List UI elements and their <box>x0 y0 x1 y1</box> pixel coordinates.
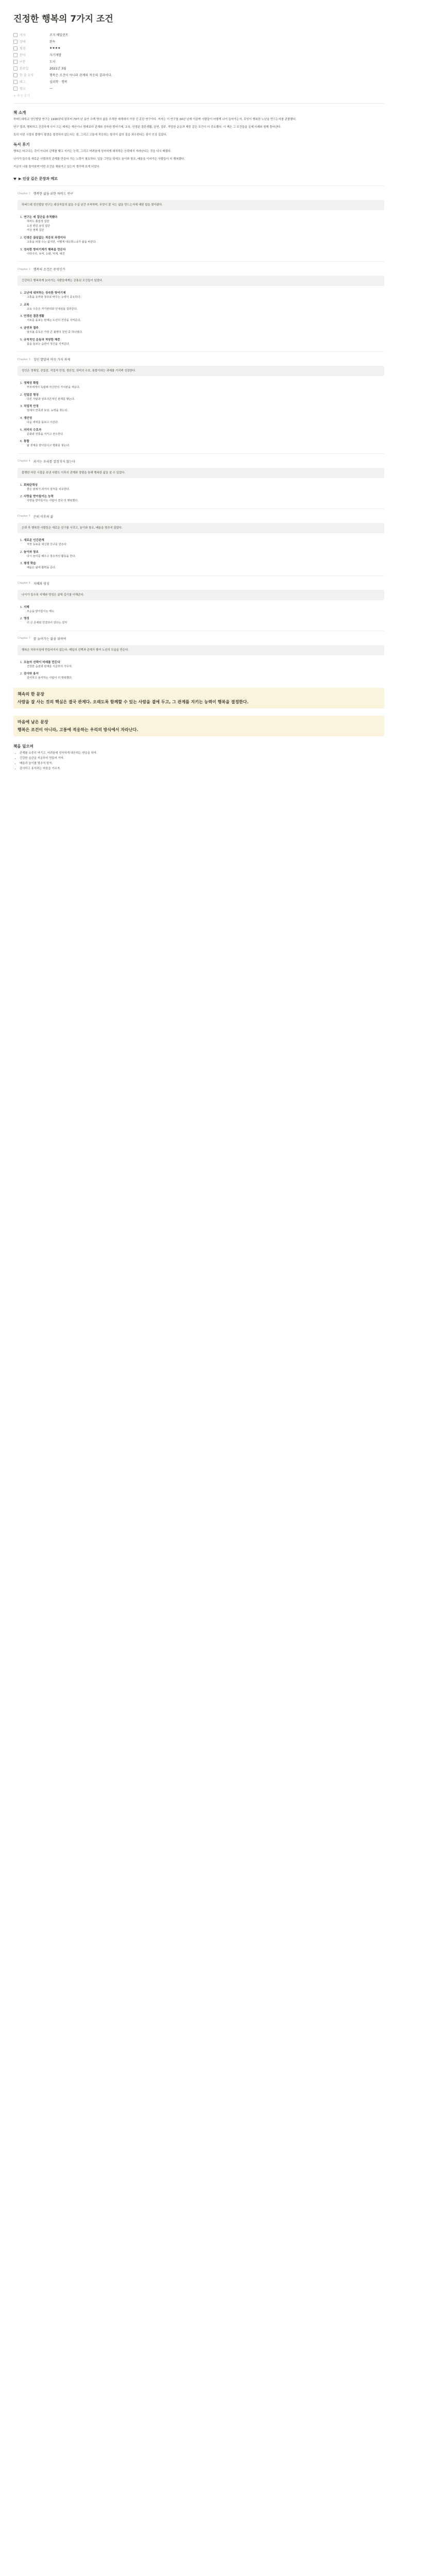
topic-sub: 건강한 습관과 관계를 지금부터 가꾸자. <box>27 665 73 668</box>
topic-sub: 좋은 관계가 과거의 상처를 치유한다. <box>27 487 70 491</box>
property-row[interactable] <box>13 38 384 45</box>
topic-head: 5. 규칙적인 운동과 적당한 체중 <box>24 338 60 342</box>
property-icon <box>13 73 18 77</box>
topic-sub: 이타주의, 유머, 승화, 억제, 예견 <box>27 252 65 256</box>
topic-item <box>24 562 384 570</box>
chapter-header[interactable] <box>18 357 384 362</box>
topic-head: 1. 오늘의 선택이 미래를 만든다 <box>24 660 60 664</box>
wrap-section <box>13 743 384 771</box>
toggle-title-text: ▶ 인상 깊은 문장과 메모 <box>19 177 58 181</box>
topic-item <box>24 248 384 257</box>
topic-sub: 더 큰 존재와 연결되어 있다는 감각 <box>27 621 67 625</box>
property-value[interactable]: 조지 베일런트 <box>49 33 69 37</box>
chapter-section <box>18 351 384 448</box>
topic-head: 1. 고난에 대처하는 성숙한 방어기제 <box>24 292 66 295</box>
topic-sub: 서로를 돌보는 관계는 노년의 건강을 지켜준다. <box>27 319 81 323</box>
toggle-heading[interactable] <box>13 176 384 181</box>
chapter-label: Chapter 7 <box>18 637 30 640</box>
topic-item <box>24 404 384 413</box>
property-key-label: 링크 <box>20 87 26 91</box>
topic-head: 1. 새로운 인간관계 <box>24 538 44 542</box>
divider <box>13 103 384 104</box>
wrap-item: • 건강한 습관을 지금부터 만들어 가자. <box>20 756 384 760</box>
intro-heading: 책 소개 <box>13 110 26 115</box>
topic-sub: 교육 수준은 자기관리와 인내심을 길러준다. <box>27 307 78 311</box>
property-value[interactable]: 자기계발 <box>49 54 62 57</box>
property-icon <box>13 66 18 71</box>
property-icon <box>13 87 18 91</box>
topic-sub: 다음 세대를 돌보고 이끈다. <box>27 420 59 424</box>
chapter-label: Chapter 3 <box>18 358 30 361</box>
chapter-title: 잘 늙어가는 삶을 위하여 <box>33 637 66 641</box>
thoughts-paragraph: 나이가 들수록 새로운 사람과의 관계를 만들어 가는 노력이 필요하다. 일을 그만둔 뒤에도 놀이와 창조, 배움을 이어가는 사람들이 더 행복했다. <box>13 157 185 161</box>
property-value[interactable]: 행복은 조건이 아니라 관계와 적응의 결과이다. <box>49 74 112 77</box>
chapter-header[interactable] <box>18 267 384 272</box>
property-row[interactable] <box>13 72 384 78</box>
property-value[interactable]: — <box>49 87 53 90</box>
property-row[interactable] <box>13 45 384 52</box>
property-value[interactable]: 심리학 · 행복 <box>49 80 67 84</box>
chapter-label: Chapter 4 <box>18 460 30 463</box>
property-row[interactable] <box>13 65 384 72</box>
chapter-title: 과거는 우리를 결정짓지 않는다 <box>33 460 75 464</box>
property-key <box>13 46 49 50</box>
quote-body-2: 행복은 조건이 아니라, 고통에 적응하는 우리의 방식에서 자라난다. <box>18 727 139 733</box>
topic-sub: 사랑을 받아들이는 사람이 결국 더 행복했다. <box>27 499 79 503</box>
chapter-title: 행복의 조건은 무엇인가 <box>33 268 65 272</box>
thoughts-paragraph: 지금의 나를 돌아보며 어떤 조건을 채워가고 있는지 생각해 보게 되었다. <box>13 165 100 169</box>
topic-item <box>24 291 384 300</box>
property-key <box>13 79 49 84</box>
thoughts-body <box>13 149 384 170</box>
topic-head: 1. 지혜 <box>24 605 29 609</box>
chapter-label: Chapter 2 <box>18 267 30 271</box>
chapter-header[interactable] <box>18 191 384 196</box>
quote-callout-2 <box>13 716 384 736</box>
topic-head: 6. 통합 <box>24 440 29 444</box>
topic-sub: 감사하고 용서하는 사람이 더 행복했다. <box>27 676 73 680</box>
chapter-section <box>18 453 384 503</box>
topic-head: 4. 생산성 <box>24 416 32 420</box>
property-icon <box>13 40 18 44</box>
chapter-label: Chapter 5 <box>18 515 30 518</box>
property-key-label: 평점 <box>20 47 26 50</box>
chapter-title: 행복한 삶을 위한 하버드 연구 <box>33 192 73 196</box>
property-icon <box>13 53 18 57</box>
topic-sub: 도심 빈민 남성 집단 <box>27 224 50 228</box>
topic-head: 2. 감사와 용서 <box>24 672 39 676</box>
topic-head: 2. 사랑을 받아들이는 능력 <box>24 495 54 499</box>
chapter-callout: 건강하고 행복하게 늙어가는 사람들에게는 공통된 조건들이 있었다. <box>18 276 384 286</box>
chapter-callout: 은퇴 후 행복한 사람들은 새로운 친구를 사귀고, 놀이와 창조, 배움을 멈추지 않았다. <box>18 523 384 533</box>
topic-item <box>24 326 384 335</box>
quote-body: 사람을 잘 사는 것의 핵심은 결국 관계다. 오래도록 함께할 수 있는 사람을 곁에 두고, 그 관계를 지키는 능력이 행복을 결정한다. <box>18 700 249 705</box>
chapter-section <box>18 631 384 681</box>
topic-item <box>24 314 384 323</box>
topic-item <box>24 416 384 425</box>
topic-item <box>24 672 384 681</box>
wrap-item: • 감사하고 용서하는 마음을 기르자. <box>20 767 384 771</box>
chapter-callout: 행복은 하루아침에 만들어지지 않는다. 매일의 선택과 관계가 쌓여 노년의 모습을 만든다. <box>18 645 384 655</box>
topic-sub: 알코올 중독은 가장 큰 불행의 원인 중 하나였다. <box>27 330 83 334</box>
topic-sub: 몸을 돌보는 습관이 정신을 지켜준다. <box>27 342 70 346</box>
chapter-callout: 성인은 정체성, 친밀감, 직업적 안정, 생산성, 의미의 수호, 통합이라는 과제를 거치며 성장한다. <box>18 366 384 376</box>
property-key <box>13 73 49 77</box>
topic-item <box>24 495 384 503</box>
topic-sub: 직장 동료를 대신할 친구를 만든다. <box>27 543 67 546</box>
topic-sub: 일에서 만족과 보상, 능력을 찾는다. <box>27 409 69 413</box>
topic-sub: 다시 놀이를 배우고 창조적인 활동을 한다. <box>27 554 76 558</box>
quote-heading: 책속의 한 문장 <box>18 692 44 697</box>
topic-item <box>24 439 384 448</box>
wrap-item: • 배움과 놀이를 멈추지 말자. <box>20 761 384 766</box>
property-key <box>13 86 49 91</box>
topic-head: 3. 성숙한 방어기제가 행복을 만든다 <box>24 248 66 251</box>
topic-sub: 모순을 받아들이는 태도 <box>27 609 55 613</box>
chapter-label: Chapter 1 <box>18 192 30 195</box>
thoughts-heading: 독서 후기 <box>13 142 30 147</box>
property-value[interactable]: 완독 <box>49 40 56 44</box>
wrap-item: • 관계를 소중히 여기고, 어려움에 성숙하게 대응하는 연습을 하자. <box>20 751 384 755</box>
toggle-arrow-icon[interactable] <box>13 178 16 180</box>
topic-sub: 부모에게서 독립해 자신만의 가치관을 세운다. <box>27 386 80 389</box>
properties <box>13 31 384 92</box>
topic-item <box>24 550 384 559</box>
topic-head: 4. 금연과 절주 <box>24 326 39 330</box>
wrap-heading: 책을 덮으며 <box>13 744 33 749</box>
property-row[interactable] <box>13 58 384 65</box>
topic-head: 2. 인생은 끊임없는 적응의 과정이다 <box>24 236 66 240</box>
chapter-topics <box>18 483 384 503</box>
topic-item <box>24 303 384 312</box>
topic-item <box>24 660 384 669</box>
topic-item <box>24 236 384 245</box>
chapter-label: Chapter 6 <box>18 582 30 585</box>
property-key <box>13 66 49 71</box>
topic-head: 3. 직업적 안정 <box>24 405 39 409</box>
property-icon <box>13 80 18 84</box>
chapter-title: 성인 발달의 여섯 가지 과제 <box>33 358 71 362</box>
topic-head: 3. 평생 학습 <box>24 562 36 566</box>
topic-item <box>24 428 384 437</box>
property-key-label: 한 줄 요약 <box>20 74 33 77</box>
property-icon <box>13 46 18 50</box>
topic-sub: 고통을 유머와 창조로 바꾸는 능력이 중요하다. <box>27 296 81 299</box>
chapter-header[interactable] <box>18 459 384 464</box>
chapter-topics <box>18 605 384 625</box>
topic-sub: 여성 영재 집단 <box>27 229 44 232</box>
chapter-title: 은퇴 이후의 삶 <box>33 515 54 519</box>
topic-sub: 하버드 졸업생 집단 <box>27 220 49 224</box>
property-key-label: 완료일 <box>20 67 29 71</box>
chapter-topics <box>18 538 384 570</box>
quote-heading-2: 마음에 남은 문장 <box>18 720 48 725</box>
thoughts-paragraph: 행복은 타고나는 것이 아니라 관계를 맺고 지키는 능력, 그리고 어려움에 성숙하게 대처하는 능력에서 자라난다는 것을 다시 배웠다. <box>13 149 172 153</box>
topic-sub: 다른 사람과 상호의존적인 관계를 맺는다. <box>27 397 75 401</box>
property-key <box>13 39 49 44</box>
page-content <box>13 11 384 772</box>
topic-item <box>24 617 384 625</box>
chapter-title: 지혜와 영성 <box>33 582 49 586</box>
topic-head: 5. 의미의 수호자 <box>24 428 42 432</box>
topic-head: 1. 정체성 확립 <box>24 382 39 385</box>
topic-head: 2. 영성 <box>24 617 29 621</box>
property-key <box>13 53 49 57</box>
chapter-section <box>18 575 384 625</box>
property-icon <box>13 33 18 37</box>
property-icon <box>13 60 18 64</box>
property-row[interactable] <box>13 31 384 38</box>
chapter-section <box>18 185 384 256</box>
topic-head: 2. 교육 <box>24 303 29 307</box>
topic-head: 3. 안정된 결혼생활 <box>24 315 44 318</box>
topic-item <box>24 338 384 347</box>
property-value[interactable]: 2021년 3월 <box>49 67 66 71</box>
topic-head: 1. 연구는 세 집단을 추적했다 <box>24 216 58 219</box>
topic-sub: 문화와 전통을 지키고 전수한다. <box>27 432 64 436</box>
topic-sub: 배움은 삶에 활력을 준다. <box>27 566 56 570</box>
property-key-label: 저자 <box>20 33 26 37</box>
chapter-topics <box>18 215 384 256</box>
property-key <box>13 59 49 64</box>
chapter-topics <box>18 381 384 448</box>
property-row[interactable] <box>13 52 384 58</box>
property-key-label: 분야 <box>20 54 26 57</box>
property-value[interactable]: 도서 <box>49 60 56 64</box>
add-property-button[interactable]: + 속성 추가 <box>13 94 30 98</box>
property-value[interactable]: ★★★★ <box>49 46 61 50</box>
property-key-label: 구분 <box>20 60 26 64</box>
topic-item <box>24 393 384 402</box>
chapter-header[interactable] <box>18 581 384 586</box>
chapter-section <box>18 261 384 346</box>
page-title: 진정한 행복의 7가지 조건 <box>13 14 113 24</box>
topic-sub: 삶 전체를 받아들이고 평화를 찾는다. <box>27 444 70 448</box>
topic-head: 2. 친밀감 형성 <box>24 393 39 397</box>
property-row[interactable] <box>13 78 384 85</box>
topic-item <box>24 483 384 492</box>
topic-head: 2. 놀이와 창조 <box>24 550 39 554</box>
chapter-callout: 하버드대 성인발달 연구는 대상자들의 삶을 수십 년간 추적하며, 무엇이 잘 사는 삶을 만드는지에 대한 답을 찾아왔다. <box>18 200 384 210</box>
intro-paragraph: 연구 결과, 행복하고 건강하게 나이 드는 데에는 재산이나 명예보다 관계와 성숙한 방어기제, 교육, 안정된 결혼생활, 금연, 절주, 적당한 운동과 체중 같은 조건이 더 중요했다. 이 책은 그 조건들을 실제 사례와 함께 풀어낸다. <box>13 126 281 129</box>
quote-callout <box>13 688 384 708</box>
property-key-label: 태그 <box>20 80 26 84</box>
chapter-topics <box>18 291 384 346</box>
topic-head: 1. 회복탄력성 <box>24 483 38 487</box>
chapter-header[interactable] <box>18 636 384 641</box>
intro-paragraph: 하버드대학교 성인발달 연구는 1930년대 말부터 70여 년 동안 수백 명의 삶을 추적한 세계에서 가장 긴 종단 연구이다. 저자는 이 연구를 30년 넘게 이끌며 사람들이 어떻게 나이 들어가는지, 무엇이 행복한 노년을 만드는지를 관찰했다. <box>13 118 297 121</box>
chapter-topics <box>18 660 384 681</box>
property-row[interactable] <box>13 85 384 92</box>
property-key <box>13 32 49 37</box>
property-key-label: 상태 <box>20 40 26 44</box>
topic-item <box>24 381 384 390</box>
chapter-callout: 불행한 어린 시절을 보낸 사람도 이후의 관계와 경험을 통해 행복한 삶을 살 수 있었다. <box>18 468 384 478</box>
topic-item <box>24 215 384 233</box>
chapter-callout: 나이가 들수록 지혜와 영성은 삶에 깊이를 더해준다. <box>18 590 384 600</box>
topic-item <box>24 605 384 614</box>
intro-paragraph: 특히 어린 시절의 불행이 평생을 결정하지 않는다는 점, 그리고 고통에 적응하는 방식이 삶의 질을 좌우한다는 점이 인상 깊었다. <box>13 133 167 137</box>
intro-body <box>13 117 384 138</box>
topic-item <box>24 538 384 547</box>
chapter-header[interactable] <box>18 514 384 519</box>
topic-sub: 고통을 피할 수는 없지만, 어떻게 대응하느냐가 삶을 바꾼다. <box>27 241 97 244</box>
wrap-list <box>13 751 384 771</box>
chapter-section <box>18 509 384 570</box>
chapter-list <box>18 185 384 681</box>
